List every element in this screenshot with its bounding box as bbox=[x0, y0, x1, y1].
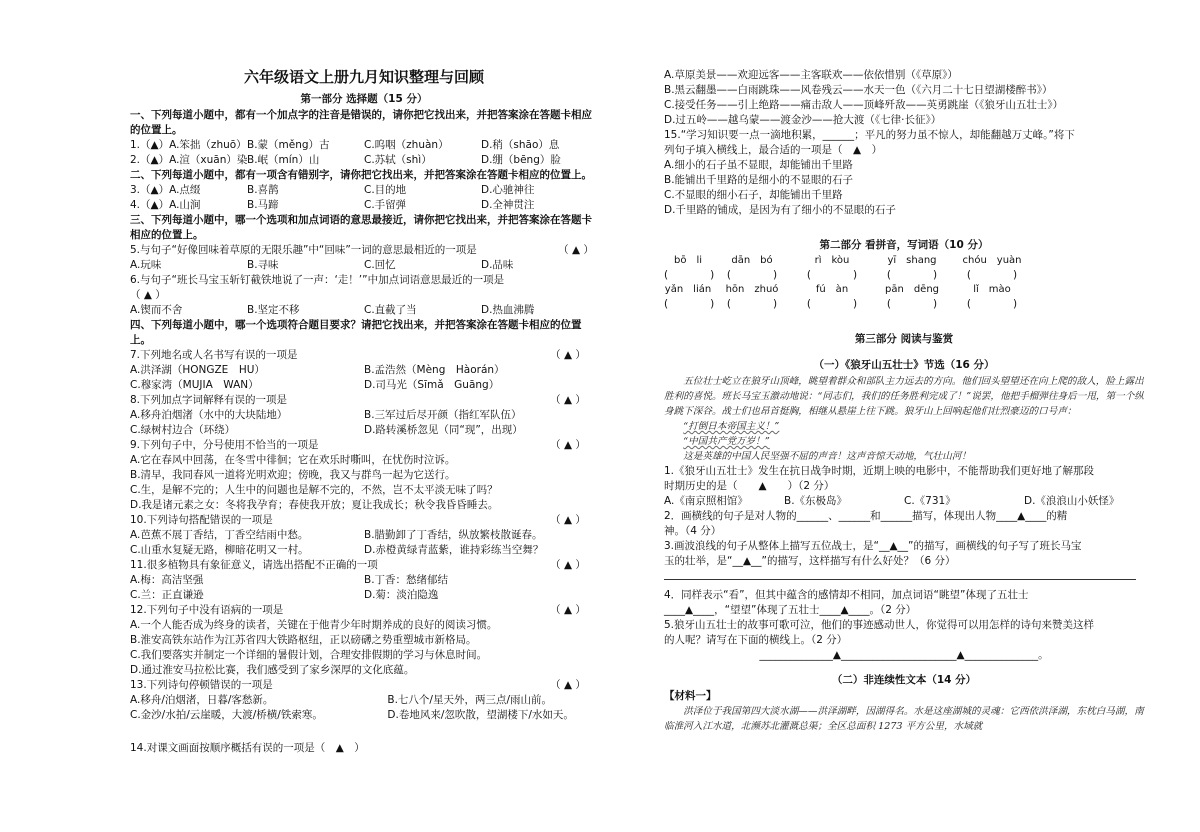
q15-a[interactable]: A.细小的石子虽不显眼，却能铺出千里路 bbox=[664, 159, 853, 171]
q7-d[interactable]: D.司马光（Sīmǎ Guāng） bbox=[364, 379, 500, 391]
q10-c[interactable]: C.山重水复疑无路，柳暗花明又一村。 bbox=[130, 544, 309, 556]
section1-instruction: 一、下列每道小题中，都有一个加点字的注音是错误的，请你把它找出来，并把答案涂在答题卡相应的位置上。 bbox=[130, 109, 592, 136]
q7-b[interactable]: B.孟浩然（Mèng Hàorán） bbox=[364, 364, 505, 376]
q2-a[interactable]: 2.（▲）A.渲（xuān）染 bbox=[130, 154, 248, 166]
rq1-b[interactable]: B.《东极岛》 bbox=[784, 495, 848, 507]
rq4-line2: ____▲____，“望望”体现了五壮士____▲____。（2 分） bbox=[664, 604, 917, 616]
rq3-answer-line[interactable] bbox=[664, 569, 1136, 580]
q13-c[interactable]: C.金沙/水拍/云崖暖，大渡/桥横/铁索寒。 bbox=[130, 709, 323, 721]
q11-c[interactable]: C.兰：正直谦逊 bbox=[130, 589, 204, 601]
q14-d[interactable]: D.过五岭——越乌蒙——渡金沙——抢大渡（《七律·长征》） bbox=[664, 114, 942, 126]
q3-row bbox=[130, 183, 598, 198]
q7-options-ab bbox=[130, 363, 598, 378]
section4-instruction: 四、下列每道小题中，哪一个选项符合题目要求？请把它找出来，并把答案涂在答题卡相应的位置上。 bbox=[130, 319, 582, 346]
q11-options-ab bbox=[130, 573, 598, 588]
rq3-line2: 玉的壮举，是“__▲__”的描写，这样描写有什么好处？（6 分） bbox=[664, 555, 956, 567]
reading2-heading: （二）非连续性文本（14 分） bbox=[831, 674, 977, 686]
reading1-heading: （一）《狼牙山五壮士》节选（16 分） bbox=[813, 359, 995, 371]
q5-d[interactable]: D.品味 bbox=[481, 259, 514, 271]
q12-c[interactable]: C.我们要落实并制定一个详细的暑假计划，合理安排假期的学习与休息时间。 bbox=[130, 649, 488, 661]
q8-stem: 8.下列加点字词解释有误的一项是 （ ▲ ） bbox=[130, 394, 586, 406]
pinyin-row-2: yǎn lián hōn zhuó fú àn pān dēng lǐ mào bbox=[664, 284, 1011, 295]
q1-c[interactable]: C.呜咽（zhuàn） bbox=[364, 139, 449, 151]
q10-options-ab bbox=[130, 528, 598, 543]
q6-answer-mark: （ ▲ ） bbox=[130, 289, 166, 301]
q7-a[interactable]: A.洪泽湖（HONGZE HU） bbox=[130, 364, 265, 376]
q9-b[interactable]: B.清早，我同春风一道将光明欢迎；傍晚，我又与群鸟一起为它送行。 bbox=[130, 469, 456, 481]
slogan-1: “打倒日本帝国主义！” bbox=[683, 421, 780, 432]
q1-row bbox=[130, 138, 598, 153]
rq5-line1: 5.狼牙山五壮士的故事可歌可泣，他们的事迹感动世人，你觉得可以用怎样的诗句来赞美这样 bbox=[664, 619, 1095, 631]
left-column bbox=[130, 66, 598, 756]
q5-c[interactable]: C.回忆 bbox=[364, 259, 396, 271]
q13-options-cd bbox=[130, 708, 598, 723]
q10-options-cd bbox=[130, 543, 598, 558]
q7-c[interactable]: C.穆家湾（MUJIA WAN） bbox=[130, 379, 259, 391]
reading1-passage-end: 这是英雄的中国人民坚强不屈的声音！这声音惊天动地，气壮山河！ bbox=[683, 451, 971, 462]
q3-b[interactable]: B.喜鹊 bbox=[247, 184, 279, 196]
answer-boxes-row-1[interactable]: ( ) ( ) ( ) ( ) ( ) bbox=[664, 269, 1018, 281]
q11-d[interactable]: D.菊：淡泊隐逸 bbox=[364, 589, 439, 601]
q15-stem-line1: 15.“学习知识要一点一滴地积累，______；平凡的努力虽不惊人，却能翻越万丈峰。”将下 bbox=[664, 129, 1075, 141]
q8-b[interactable]: B.三军过后尽开颜（指红军队伍） bbox=[364, 409, 522, 421]
rq1-line1: 1.《狼牙山五壮士》发生在抗日战争时期，近期上映的电影中，不能帮助我们更好地了解那段 bbox=[664, 465, 1095, 477]
q13-d[interactable]: D.卷地风来/忽吹散，望湖楼下/水如天。 bbox=[387, 709, 574, 721]
q10-stem: 10.下列诗句搭配错误的一项是 （ ▲ ） bbox=[130, 514, 586, 526]
q6-options bbox=[130, 303, 598, 318]
q5-options bbox=[130, 258, 598, 273]
q11-a[interactable]: A.梅：高洁坚强 bbox=[130, 574, 204, 586]
q10-b[interactable]: B.腊勤卸了丁香结，纵放繁枝散诞春。 bbox=[364, 529, 543, 541]
part1-heading: 第一部分 选择题（15 分） bbox=[300, 93, 428, 105]
q12-stem: 12.下列句子中没有语病的一项是 （ ▲ ） bbox=[130, 604, 586, 616]
q9-c[interactable]: C.生，是解不完的；人生中的问题也是解不完的，不然，岂不太平淡无味了吗？ bbox=[130, 484, 498, 496]
section3-instruction: 三、下列每道小题中，哪一个选项和加点词语的意思最接近，请你把它找出来，并把答案涂在答题卡相应的位置上。 bbox=[130, 214, 592, 241]
rq5-line2: 的人呢？请写在下面的横线上。（2 分） bbox=[664, 634, 848, 646]
q6-c[interactable]: C.直截了当 bbox=[364, 304, 417, 316]
right-column bbox=[664, 68, 1144, 734]
q5-answer-mark: （ ▲ ） bbox=[558, 244, 594, 256]
q10-d[interactable]: D.赤橙黄绿青蓝紫，谁持彩练当空舞？ bbox=[364, 544, 544, 556]
q5-a[interactable]: A.玩味 bbox=[130, 259, 162, 271]
q12-b[interactable]: B.淮安高铁东站作为江苏省四大铁路枢纽，正以磅礴之势重塑城市新格局。 bbox=[130, 634, 477, 646]
q4-d[interactable]: D.全神贯注 bbox=[481, 199, 535, 211]
q12-d[interactable]: D.通过淮安马拉松比赛，我们感受到了家乡深厚的文化底蕴。 bbox=[130, 664, 415, 676]
q2-b[interactable]: B.岷（mín）山 bbox=[247, 154, 320, 166]
rq2-line1: 2．画横线的句子是对人物的______、______和______描写，体现出人物____▲____的精 bbox=[664, 510, 1068, 522]
q8-options-ab bbox=[130, 408, 598, 423]
q7-options-cd bbox=[130, 378, 598, 393]
q6-d[interactable]: D.热血沸腾 bbox=[481, 304, 535, 316]
q14-a[interactable]: A.草原美景——欢迎远客——主客联欢——依依惜别（《草原》） bbox=[664, 69, 958, 81]
q11-b[interactable]: B.丁香：愁绪郁结 bbox=[364, 574, 449, 586]
q6-a[interactable]: A.锲而不舍 bbox=[130, 304, 183, 316]
q8-a[interactable]: A.移舟泊烟渚（水中的大块陆地） bbox=[130, 409, 288, 421]
rq2-line2: 神。（4 分） bbox=[664, 525, 722, 537]
q2-d[interactable]: D.绷（bēng）脸 bbox=[481, 154, 561, 166]
q4-row bbox=[130, 198, 598, 213]
rq1-a[interactable]: A.《南京照相馆》 bbox=[664, 495, 748, 507]
rq1-c[interactable]: C.《731》 bbox=[904, 495, 956, 507]
q14-stem: 14.对课文画面按顺序概括有误的一项是（ ▲ ） bbox=[130, 742, 365, 754]
q2-row bbox=[130, 153, 598, 168]
q6-b[interactable]: B.坚定不移 bbox=[247, 304, 300, 316]
q15-b[interactable]: B.能铺出千里路的是细小的不显眼的石子 bbox=[664, 174, 854, 186]
pinyin-row-1: bō li dān bó rì kòu yī shang chóu yuàn bbox=[673, 255, 1022, 266]
q10-a[interactable]: A.芭蕉不展丁香结，丁香空结雨中愁。 bbox=[130, 529, 309, 541]
q11-stem: 11.很多植物具有象征意义，请选出搭配不正确的一项 （ ▲ ） bbox=[130, 559, 586, 571]
q1-a[interactable]: 1.（▲）A.笨拙（zhuō） bbox=[130, 139, 247, 151]
q11-options-cd bbox=[130, 588, 598, 603]
section2-instruction: 二、下列每道小题中，都有一项含有错别字，请你把它找出来，并把答案涂在答题卡相应的位置上。 bbox=[130, 169, 592, 181]
q8-d[interactable]: D.路转溪桥忽见（同“现”，出现） bbox=[364, 424, 523, 436]
rq1-d[interactable]: D.《浪浪山小妖怪》 bbox=[1024, 495, 1120, 507]
rq1-line2: 时期历史的是（ ▲ ）（2 分） bbox=[664, 480, 835, 492]
rq5-answer-line[interactable]: ______________▲______________________▲______________。 bbox=[759, 649, 1049, 661]
q13-stem: 13.下列诗句停顿错误的一项是 （ ▲ ） bbox=[130, 679, 586, 691]
q9-d[interactable]: D.我是诸元素之女：冬将我孕育；春使我开放；夏让我成长；秋令我昏昏睡去。 bbox=[130, 499, 499, 511]
q13-b[interactable]: B.七八个/星天外，两三点/雨山前。 bbox=[387, 694, 553, 706]
q2-c[interactable]: C.苏轼（shì） bbox=[364, 154, 432, 166]
q8-options-cd bbox=[130, 423, 598, 438]
page-title: 六年级语文上册九月知识整理与回顾 bbox=[243, 68, 484, 86]
q5-stem: 5.与句子“好像回味着草原的无限乐趣”中“回味”一词的意思最相近的一项是 （ ▲ ） bbox=[130, 243, 598, 258]
q14-b[interactable]: B.黑云翻墨——白雨跳珠——风卷残云——水天一色（《六月二十七日望湖楼醉书》） bbox=[664, 84, 1053, 96]
q3-d[interactable]: D.心驰神往 bbox=[481, 184, 535, 196]
reading1-passage: 五位壮士屹立在狼牙山顶峰，眺望着群众和部队主力远去的方向。他们回头望望还在向上爬的敌人，脸上露出胜利的喜悦。班长马宝玉激动地说：“同志们，我们的任务胜利完成了！”说罢，他把手榴弹往身后一甩，第一个纵身跳下深谷。战士们也昂首挺胸，相继从悬崖上往下跳。狼牙山上回响起他们壮烈豪迈的口号声： bbox=[664, 376, 1144, 417]
q15-d[interactable]: D.千里路的铺成，是因为有了细小的不显眼的石子 bbox=[664, 204, 896, 216]
rq3-line1: 3.画波浪线的句子从整体上描写五位战士，是“__▲__”的描写，画横线的句子写了班长马宝 bbox=[664, 540, 1082, 552]
q13-options-ab bbox=[130, 693, 598, 708]
slogan-2: “中国共产党万岁！” bbox=[683, 436, 770, 447]
part3-heading: 第三部分 阅读与鉴赏 bbox=[854, 333, 954, 345]
q9-stem: 9.下列句子中，分号使用不恰当的一项是 （ ▲ ） bbox=[130, 439, 586, 451]
material1-text: 洪泽位于我国第四大淡水湖——洪泽湖畔，因湖得名。水是这座湖城的灵魂：它西依洪泽湖，东枕白马湖，南临淮河入江水道，北濒苏北灌溉总渠；全区总面积 1273 平方公里，水域就 bbox=[664, 706, 1144, 732]
rq4-line1: 4．同样表示“看”，但其中蕴含的感情却不相同，加点词语“眺望”体现了五壮士 bbox=[664, 589, 1029, 601]
q15-c[interactable]: C.不显眼的细小石子，却能铺出千里路 bbox=[664, 189, 843, 201]
q4-a[interactable]: 4.（▲）A.山涧 bbox=[130, 199, 201, 211]
q15-stem-line2: 列句子填入横线上，最合适的一项是（ ▲ ） bbox=[664, 144, 883, 156]
q6-stem: 6.与句子“班长马宝玉斩钉截铁地说了一声：‘走！’”中加点词语意思最近的一项是 bbox=[130, 274, 505, 286]
q1-b[interactable]: B.蒙（měng）古 bbox=[247, 139, 330, 151]
q1-d[interactable]: D.稍（shāo）息 bbox=[481, 139, 560, 151]
answer-boxes-row-2[interactable]: ( ) ( ) ( ) ( ) ( ) bbox=[664, 298, 1018, 310]
q4-b[interactable]: B.马蹄 bbox=[247, 199, 279, 211]
part2-heading: 第二部分 看拼音，写词语（10 分） bbox=[819, 239, 989, 251]
q3-c[interactable]: C.目的地 bbox=[364, 184, 407, 196]
q3-a[interactable]: 3.（▲）A.点缀 bbox=[130, 184, 201, 196]
q9-a[interactable]: A.它在春风中回荡，在冬雪中徘徊；它在欢乐时嘶叫，在忧伤时泣诉。 bbox=[130, 454, 456, 466]
q4-c[interactable]: C.手留弹 bbox=[364, 199, 407, 211]
q7-stem: 7.下列地名或人名书写有误的一项是 （ ▲ ） bbox=[130, 349, 586, 361]
rq1-options bbox=[664, 494, 1144, 509]
material1-label: 【材料一】 bbox=[664, 690, 717, 702]
q13-a[interactable]: A.移舟/泊烟渚，日暮/客愁新。 bbox=[130, 694, 274, 706]
q14-c[interactable]: C.接受任务——引上绝路——痛击敌人——顶峰歼敌——英勇跳崖（《狼牙山五壮士》） bbox=[664, 99, 1064, 111]
q5-b[interactable]: B.寻味 bbox=[247, 259, 279, 271]
q8-c[interactable]: C.绿树村边合（环绕） bbox=[130, 424, 236, 436]
q12-a[interactable]: A.一个人能否成为终身的读者，关键在于他青少年时期养成的良好的阅读习惯。 bbox=[130, 619, 498, 631]
